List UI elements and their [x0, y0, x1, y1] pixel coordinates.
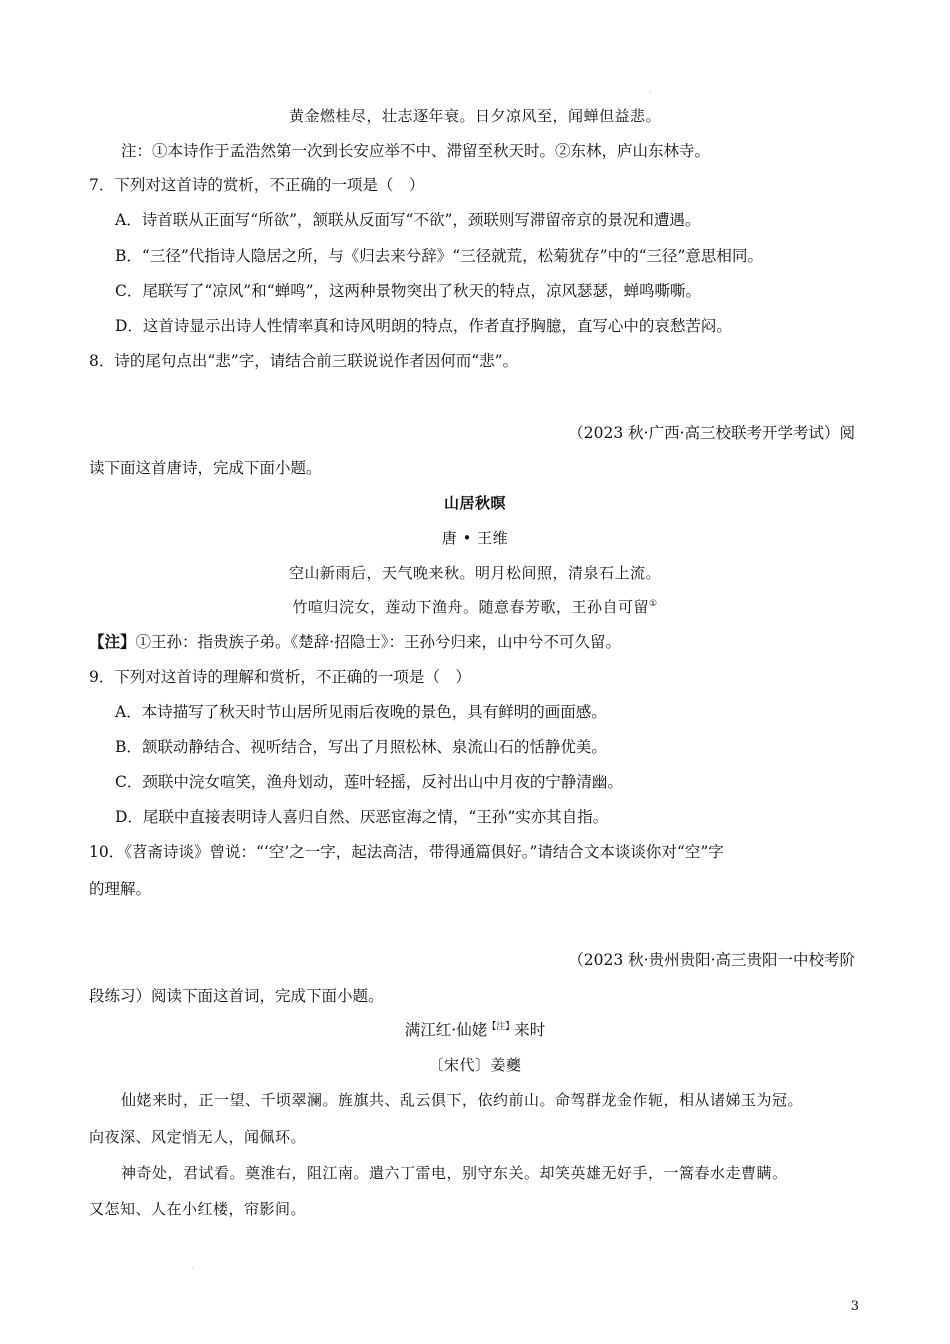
scan-dot — [192, 1267, 193, 1268]
source-label: （2023 秋·贵州贵阳·高三贵阳一中校考阶 — [568, 951, 855, 969]
q9-option-a: A．本诗描写了秋天时节山居所见雨后夜晚的景色，具有鲜明的画面感。 — [115, 703, 607, 721]
q7-option-b: B．“三径”代指诗人隐居之所，与《归去来兮辞》“三径就荒，松菊犹存”中的“三径”意思相同。 — [115, 247, 763, 265]
footnote-marker: 【注】 — [487, 1021, 515, 1032]
section-intro: 读下面这首唐诗，完成下面小题。 — [89, 459, 322, 477]
question-10-stem: 10．《苕斋诗谈》曾说：“‘空’之一字，起法高洁，带得通篇俱好。”请结合文本谈谈你对“空”字 — [89, 843, 724, 861]
q9-option-b: B．颔联动静结合、视听结合，写出了月照松林、泉流山石的恬静优美。 — [115, 738, 607, 756]
ci-title-a: 满江红·仙姥 — [404, 1021, 488, 1039]
footnote-marker: ① — [648, 599, 658, 609]
ci-title — [0, 1020, 950, 1040]
poem-line: 空山新雨后，天气晚来秋。明月松间照，清泉石上流。 — [288, 564, 661, 582]
ci-line: 仙姥来时，正一望、千顷翠澜。旌旗共、乱云俱下，依约前山。命驾群龙金作轭，相从诸娣玉为冠。 — [121, 1091, 804, 1109]
question-9-stem: 9．下列对这首诗的理解和赏析，不正确的一项是（ ） — [89, 668, 471, 686]
q9-option-c: C．颈联中浣女喧笑，渔舟划动，莲叶轻摇，反衬出山中月夜的宁静清幽。 — [115, 773, 623, 791]
note-label: 【注】 — [89, 632, 136, 651]
poem-line: 黄金燃桂尽，壮志逐年衰。日夕凉风至，闻蝉但益悲。 — [288, 107, 661, 125]
q9-option-d: D．尾联中直接表明诗人喜归自然、厌恶宦海之情，“王孙”实亦其自指。 — [115, 808, 609, 826]
ci-line: 又怎知、人在小红楼，帘影间。 — [89, 1200, 307, 1218]
page-number: 3 — [850, 1299, 859, 1314]
poem-note — [89, 632, 621, 652]
question-7-stem: 7．下列对这首诗的赏析，不正确的一项是（ ） — [89, 176, 425, 194]
section-intro: 段练习）阅读下面这首词，完成下面小题。 — [89, 987, 384, 1005]
q7-option-c: C．尾联写了“凉风”和“蝉鸣”，这两种景物突出了秋天的特点，凉风瑟瑟，蝉鸣嘶嘶。 — [115, 282, 702, 300]
ci-line: 向夜深、风定悄无人，闻佩环。 — [89, 1128, 307, 1146]
ci-line: 神奇处，君试看。奠淮右，阻江南。遣六丁雷电，别守东关。却笑英雄无好手，一篙春水走曹瞒。 — [121, 1164, 788, 1182]
question-8-stem: 8．诗的尾句点出“悲”字，请结合前三联说说作者因何而“悲”。 — [89, 352, 519, 370]
scan-dot — [650, 92, 651, 93]
poem-line-text: 竹喧归浣女，莲动下渔舟。随意春芳歌，王孙自可留 — [292, 598, 649, 616]
ci-title-b: 来时 — [514, 1021, 546, 1039]
poem-author: 唐 • 王维 — [441, 529, 509, 547]
ci-author: 〔宋代〕姜夔 — [428, 1056, 522, 1074]
poem-line — [0, 597, 950, 617]
q7-option-d: D．这首诗显示出诗人性情率真和诗风明朗的特点，作者直抒胸臆，直写心中的哀愁苦闷。 — [115, 317, 732, 335]
q7-option-a: A．诗首联从正面写“所欲”，颔联从反面写“不欲”，颈联则写滞留帝京的景况和遭遇。 — [115, 211, 701, 229]
poem-title: 山居秋暝 — [443, 494, 506, 512]
poem-note: 注：①本诗作于孟浩然第一次到长安应举不中、滞留至秋天时。②东林，庐山东林寺。 — [121, 142, 711, 160]
question-10-stem-cont: 的理解。 — [89, 880, 152, 898]
note-text: ①王孙：指贵族子弟。《楚辞·招隐士》：王孙兮归来，山中兮不可久留。 — [135, 633, 621, 651]
source-label: （2023 秋·广西·高三校联考开学考试）阅 — [568, 424, 855, 442]
